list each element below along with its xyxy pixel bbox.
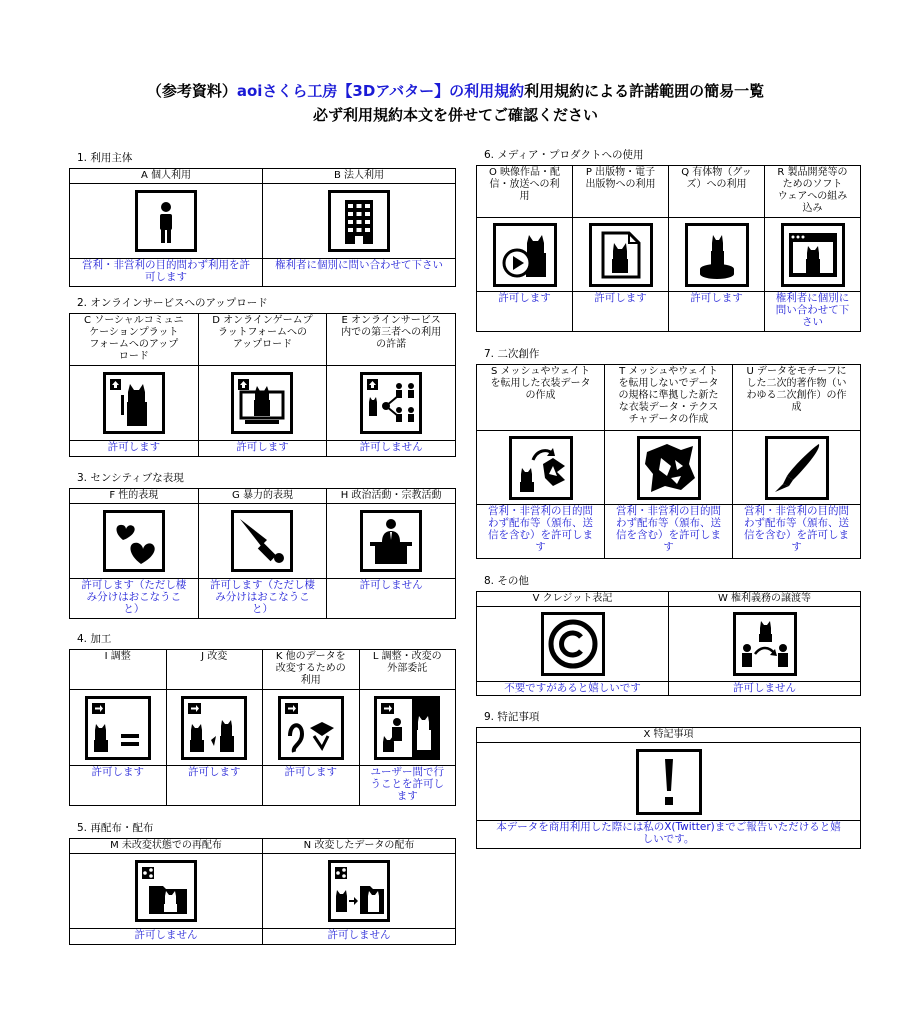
col-header: F 性的表現: [70, 489, 199, 504]
exclamation-icon: [477, 743, 861, 821]
speaker-podium-icon: [327, 504, 456, 579]
status-text: 営利・非営利の目的問 わず配布等（頒布、送 信を含む）を許可しま す: [733, 505, 861, 559]
status-text: 権利者に個別に 問い合わせて下 さい: [765, 292, 861, 332]
col-header: B 法人利用: [263, 169, 456, 184]
adjust-icon: [70, 690, 167, 766]
upload-game-icon: [198, 366, 327, 441]
col-header: J 改変: [166, 650, 263, 690]
hearts-icon: [70, 504, 199, 579]
section-label: 2. オンラインサービスへのアップロード: [77, 297, 268, 309]
section-derivative: [476, 348, 861, 559]
upload-avatar-icon: [70, 366, 199, 441]
col-header: P 出版物・電子 出版物への利用: [573, 166, 669, 218]
redistribute-icon: [70, 854, 263, 929]
software-icon: [765, 218, 861, 292]
status-text: 許可します: [669, 292, 765, 332]
col-header: V クレジット表記: [477, 592, 669, 607]
col-header: C ソーシャルコミュニ ケーションプラット フォームへのアップ ロード: [70, 314, 199, 366]
section-label: 6. メディア・プロダクトへの使用: [484, 149, 644, 161]
status-text: 許可します: [198, 441, 327, 457]
col-header: N 改変したデータの配布: [263, 839, 456, 854]
col-header: K 他のデータを 改変するための 利用: [263, 650, 360, 690]
upload-share-icon: [327, 366, 456, 441]
section-special-notes: [476, 711, 861, 849]
col-header: X 特記事項: [477, 728, 861, 743]
col-header: L 調整・改変の 外部委託: [359, 650, 456, 690]
status-text: 営利・非営利の目的問わず利用を許 可します: [70, 259, 263, 287]
video-icon: [477, 218, 573, 292]
title-link-text: aoiさくら工房【3Dアバター】の利用規約: [236, 82, 525, 100]
modify-icon: [166, 690, 263, 766]
section-label: 4. 加工: [77, 633, 112, 645]
status-text: 許可しません: [70, 929, 263, 945]
other-data-icon: [263, 690, 360, 766]
col-header: A 個人利用: [70, 169, 263, 184]
status-text: 許可します: [70, 766, 167, 806]
col-header: T メッシュやウェイト を転用しないでデータ の規格に準拠した新た な衣装データ・テクス チャデータの作成: [605, 365, 733, 431]
new-texture-icon: [605, 431, 733, 505]
status-text: 営利・非営利の目的問 わず配布等（頒布、送 信を含む）を許可しま す: [605, 505, 733, 559]
section-label: 5. 再配布・配布: [77, 822, 154, 834]
col-header: R 製品開発等の ためのソフト ウェアへの組み 込み: [765, 166, 861, 218]
section-label: 1. 利用主体: [77, 152, 133, 164]
status-text: 許可しません: [669, 682, 861, 696]
section-label: 7. 二次創作: [484, 348, 540, 360]
section-processing: [69, 633, 456, 806]
copyright-icon: [477, 607, 669, 682]
status-text: 営利・非営利の目的問 わず配布等（頒布、送 信を含む）を許可しま す: [477, 505, 605, 559]
title-prefix: （参考資料）: [146, 82, 237, 100]
person-icon: [70, 184, 263, 259]
status-text: 権利者に個別に問い合わせて下さい: [263, 259, 456, 287]
title-suffix: 利用規約による許諾範囲の簡易一覧: [524, 82, 765, 100]
col-header: G 暴力的表現: [198, 489, 327, 504]
col-header: W 権利義務の譲渡等: [669, 592, 861, 607]
section-online-upload: [69, 297, 456, 457]
outsource-icon: [359, 690, 456, 766]
goods-icon: [669, 218, 765, 292]
building-icon: [263, 184, 456, 259]
section-other: [476, 575, 861, 696]
section-media-product: [476, 149, 861, 332]
transfer-icon: [669, 607, 861, 682]
status-text: 本データを商用利用した際には私のX(Twitter)までご報告いただけると嬉 しいです。: [477, 821, 861, 849]
status-text: 許可します: [166, 766, 263, 806]
section-usage-subject: [69, 152, 456, 287]
status-text: 許可します: [70, 441, 199, 457]
col-header: D オンラインゲームプ ラットフォームへの アップロード: [198, 314, 327, 366]
section-label: 9. 特記事項: [484, 711, 540, 723]
mesh-reuse-icon: [477, 431, 605, 505]
status-text: ユーザー間で行 うことを許可し ます: [359, 766, 456, 806]
status-text: 許可しません: [327, 441, 456, 457]
col-header: U データをモチーフに した二次的著作物（い わゆる二次創作）の作 成: [733, 365, 861, 431]
page-title: [0, 80, 911, 101]
col-header: E オンラインサービス 内での第三者への利用 の許諾: [327, 314, 456, 366]
status-text: 許可します（ただし棲 み分けはおこなうこ と）: [70, 579, 199, 619]
status-text: 許可しません: [263, 929, 456, 945]
pen-icon: [733, 431, 861, 505]
section-sensitive: [69, 472, 456, 619]
col-header: Q 有体物（グッ ズ）への利用: [669, 166, 765, 218]
col-header: I 調整: [70, 650, 167, 690]
col-header: H 政治活動・宗教活動: [327, 489, 456, 504]
col-header: S メッシュやウェイト を転用した衣装データ の作成: [477, 365, 605, 431]
knife-icon: [198, 504, 327, 579]
page-subtitle: 必ず利用規約本文を併せてご確認ください: [312, 106, 598, 124]
status-text: 許可します: [573, 292, 669, 332]
publication-icon: [573, 218, 669, 292]
section-label: 8. その他: [484, 575, 529, 587]
modified-distribute-icon: [263, 854, 456, 929]
status-text: 不要ですがあると嬉しいです: [477, 682, 669, 696]
status-text: 許可します: [263, 766, 360, 806]
section-redistribution: [69, 822, 456, 945]
status-text: 許可します（ただし棲 み分けはおこなうこ と）: [198, 579, 327, 619]
col-header: M 未改変状態での再配布: [70, 839, 263, 854]
section-label: 3. センシティブな表現: [77, 472, 184, 484]
col-header: O 映像作品・配 信・放送への利 用: [477, 166, 573, 218]
status-text: 許可しません: [327, 579, 456, 619]
status-text: 許可します: [477, 292, 573, 332]
